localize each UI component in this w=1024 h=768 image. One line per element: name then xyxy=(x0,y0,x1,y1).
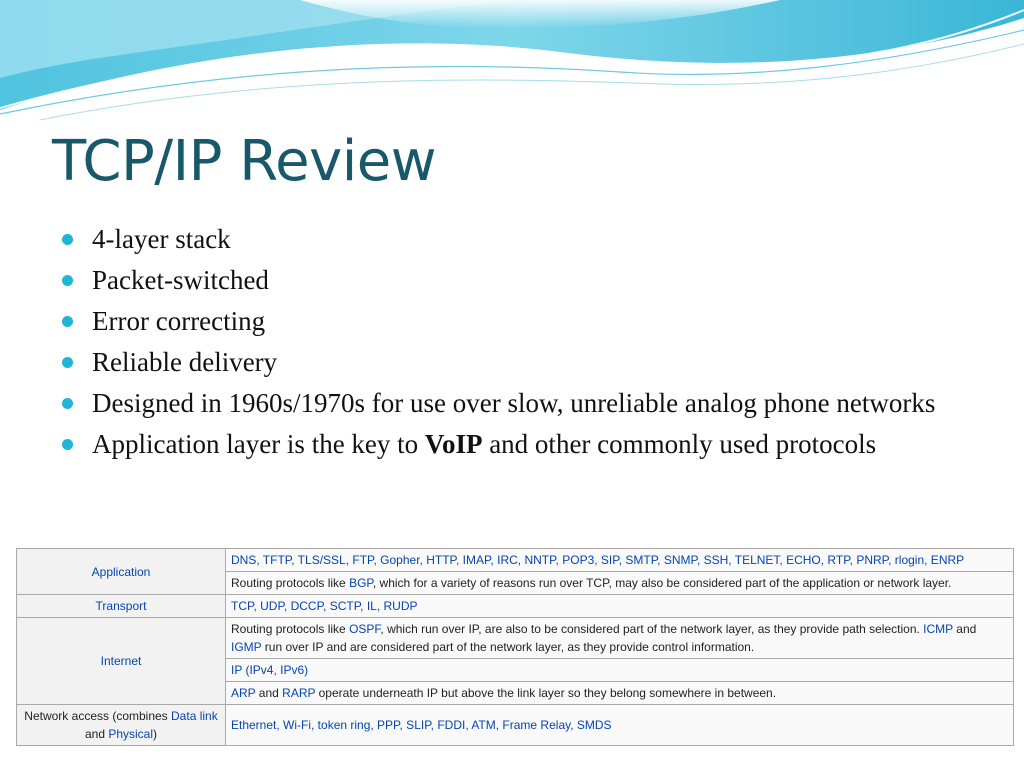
note-text: operate underneath IP but above the link layer so they belong somewhere in between. xyxy=(315,686,777,700)
bullet-text-tail: and other commonly used protocols xyxy=(482,429,877,459)
layer-label: Network access (combines xyxy=(24,709,172,723)
note-text: Routing protocols like xyxy=(231,622,350,636)
igmp-link[interactable]: IGMP xyxy=(231,640,262,654)
table-row xyxy=(17,705,1014,746)
data-link-link[interactable]: Data link xyxy=(171,709,218,723)
table-row xyxy=(17,595,1014,618)
bullet-item xyxy=(62,386,962,420)
bullet-list xyxy=(62,222,962,468)
application-routing-note xyxy=(226,572,1014,595)
physical-link[interactable]: Physical xyxy=(108,727,154,741)
layer-internet[interactable] xyxy=(17,618,226,705)
bullet-item xyxy=(62,345,962,379)
bullet-dot-icon xyxy=(62,275,73,286)
bullet-item xyxy=(62,427,962,461)
protocol-links[interactable]: DNS, TFTP, TLS/SSL, FTP, Gopher, HTTP, IMAP, IRC, NNTP, POP3, SIP, SMTP, SNMP, SSH, TELNET, ECHO, RTP, PNRP, rlogin, ENRP xyxy=(231,553,965,567)
icmp-link[interactable]: ICMP xyxy=(923,622,953,636)
table-row xyxy=(17,549,1014,572)
header-wave-decoration xyxy=(0,0,1024,120)
note-text: and xyxy=(255,686,283,700)
internet-routing-note xyxy=(226,618,1014,659)
protocol-links[interactable]: Ethernet, Wi-Fi, token ring, PPP, SLIP, FDDI, ATM, Frame Relay, SMDS xyxy=(231,718,612,732)
bullet-item xyxy=(62,222,962,256)
note-text: , which run over IP, are also to be considered part of the network layer, as they provide path selection. xyxy=(380,622,924,636)
layer-label[interactable]: Internet xyxy=(100,654,142,668)
note-text: and xyxy=(952,622,977,636)
protocol-links[interactable]: IP (IPv4, IPv6) xyxy=(231,663,309,677)
slide-title: TCP/IP Review xyxy=(52,129,437,194)
table-row xyxy=(17,618,1014,659)
bullet-dot-icon xyxy=(62,234,73,245)
layer-network-access xyxy=(17,705,226,746)
protocol-links[interactable]: TCP, UDP, DCCP, SCTP, IL, RUDP xyxy=(231,599,418,613)
transport-protocols xyxy=(226,595,1014,618)
bullet-text: Application layer is the key to xyxy=(92,429,425,459)
arp-link[interactable]: ARP xyxy=(231,686,256,700)
ospf-link[interactable]: OSPF xyxy=(349,622,381,636)
note-text: run over IP and are considered part of the network layer, as they provide control information. xyxy=(261,640,755,654)
layer-transport[interactable] xyxy=(17,595,226,618)
bullet-text: Packet-switched xyxy=(92,265,269,295)
network-access-protocols xyxy=(226,705,1014,746)
layer-label: ) xyxy=(153,727,158,741)
bullet-text: Designed in 1960s/1970s for use over slow, unreliable analog phone networks xyxy=(92,388,936,418)
note-text: Routing protocols like xyxy=(231,576,350,590)
bullet-dot-icon xyxy=(62,357,73,368)
layer-label[interactable]: Transport xyxy=(95,599,147,613)
layer-label[interactable]: Application xyxy=(91,564,151,579)
bullet-text: 4-layer stack xyxy=(92,224,231,254)
internet-arp-note xyxy=(226,682,1014,705)
bullet-bold-term: VoIP xyxy=(424,429,483,459)
note-text: , which for a variety of reasons run over TCP, may also be considered part of the application or network layer. xyxy=(372,576,952,590)
bullet-item xyxy=(62,263,962,297)
layer-application[interactable] xyxy=(17,549,226,595)
bullet-dot-icon xyxy=(62,398,73,409)
application-protocols xyxy=(226,549,1014,572)
bullet-text: Error correcting xyxy=(92,306,266,336)
bullet-dot-icon xyxy=(62,439,73,450)
layer-label: and xyxy=(84,727,109,741)
bullet-text: Reliable delivery xyxy=(92,347,278,377)
bullet-item xyxy=(62,304,962,338)
bgp-link[interactable]: BGP xyxy=(349,576,373,590)
bullet-dot-icon xyxy=(62,316,73,327)
internet-protocols xyxy=(226,659,1014,682)
tcpip-layer-table xyxy=(16,548,1014,746)
rarp-link[interactable]: RARP xyxy=(282,686,316,700)
